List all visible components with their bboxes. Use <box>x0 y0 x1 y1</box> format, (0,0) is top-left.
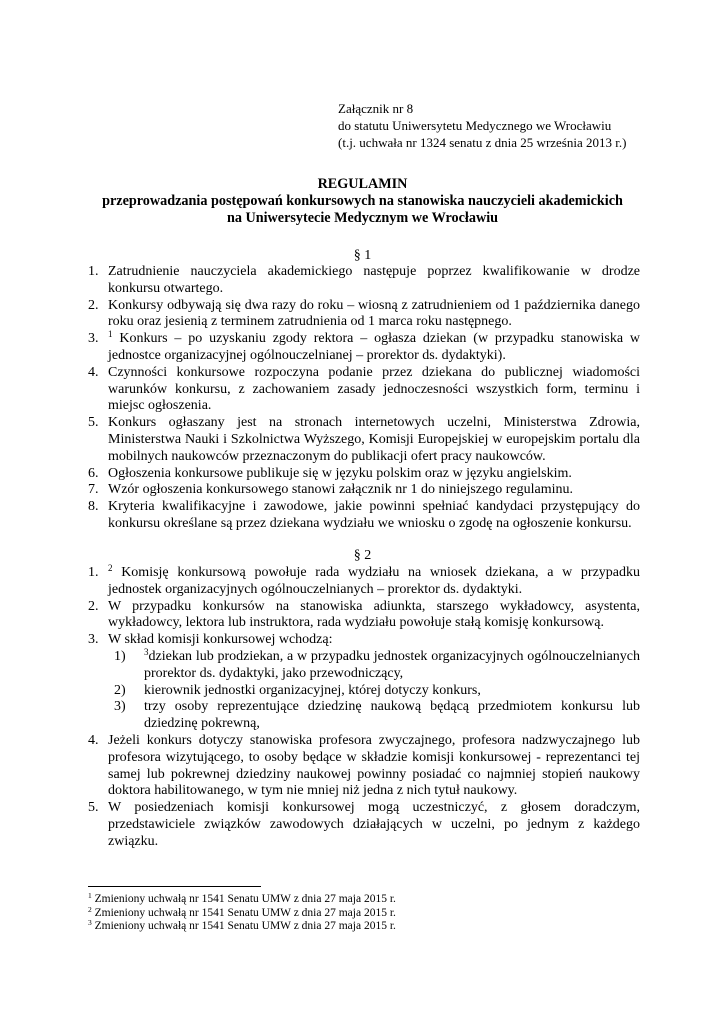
item-number: 1. <box>88 264 99 279</box>
footnote <box>88 893 396 907</box>
item-text: W posiedzeniach komisji konkursowej mogą uczestniczyć, z głosem doradczym, przedstawiciele związków zawodowych działających w uczelni, po jednym z każdego związku. <box>108 800 640 849</box>
footnote <box>88 904 396 921</box>
item-text: Czynności konkursowe rozpoczyna podanie przez dziekana do publicznej wiadomości warunków konkursu, z zachowaniem zasady jednoczesności wszystkich form, terminu i miejsc ogłoszenia. <box>108 364 640 414</box>
section-2-heading: § 2 <box>353 548 372 563</box>
list-item <box>88 800 640 850</box>
item-text: Kryteria kwalifikacyjne i zawodowe, jakie powinni spełniać kandydaci przystępujący do konkursu określane są przez dziekana wydziału we wniosku o zgodę na ogłoszenie konkursu. <box>108 499 640 531</box>
item-text: W przypadku konkursów na stanowiska adiunkta, starszego wykładowcy, asystenta, wykładowcy, lektora lub instruktora, rada wydziału powołuje stałą komisję konkursową. <box>108 598 640 631</box>
item-text: W skład komisji konkursowej wchodzą: <box>108 632 333 648</box>
item-number: 7. <box>88 482 99 498</box>
section-1-list <box>88 264 640 533</box>
sub-item-text: dziekan lub prodziekan, a w przypadku jednostek organizacyjnych ogólnouczelnianych prorektor ds. dydaktyki, jako przewodniczący, <box>144 648 640 681</box>
item-text: Zatrudnienie nauczyciela akademickiego następuje poprzez kwalifikowanie w drodze konkursu otwartego. <box>108 264 640 296</box>
item-text: Konkurs ogłaszany jest na stronach internetowych uczelni, Ministerstwa Zdrowia, Ministerstwa Nauki i Szkolnictwa Wyższego, Komisji Europejskiej w europejskim portalu dla mobilnych naukowców przeznaczonym do publikacji ofert pracy naukowców. <box>108 415 640 464</box>
footnote-mark: 2 <box>88 904 92 914</box>
list-item <box>88 733 640 800</box>
footnote-ref: 2 <box>108 563 113 573</box>
attachment-resolution: (t.j. uchwała nr 1324 senatu z dnia 25 września 2013 r.) <box>338 135 627 150</box>
footnote-text: Zmieniony uchwałą nr 1541 Senatu UMW z dnia 27 maja 2015 r. <box>91 906 396 919</box>
attachment-number: Załącznik nr 8 <box>338 101 414 116</box>
sub-list-item <box>88 699 640 733</box>
sub-item-text: kierownik jednostki organizacyjnej, której dotyczy konkurs, <box>144 682 481 698</box>
item-text: Konkurs – po uzyskaniu zgody rektora – ogłasza dziekan (w przypadku stanowiska w jednostce organizacyjnej ogólnouczelnianej – prorektor ds. dydaktyki). <box>108 331 640 363</box>
sub-item-number: 2) <box>114 682 126 698</box>
document-title: REGULAMIN <box>317 176 408 192</box>
item-text: Komisję konkursową powołuje rada wydziału na wniosek dziekana, a w przypadku jednostek organizacyjnych ogólnouczelnianych – prorektor ds. dydaktyki. <box>108 565 640 597</box>
item-number: 3. <box>88 331 99 347</box>
item-text: Ogłoszenia konkursowe publikuje się w języku polskim oraz w języku angielskim. <box>108 465 572 481</box>
item-number: 2. <box>88 297 99 313</box>
footnote-mark: 1 <box>88 891 92 900</box>
attachment-statute: do statutu Uniwersytetu Medycznego we Wrocławiu <box>338 118 612 133</box>
list-item <box>88 264 640 298</box>
item-number: 4. <box>88 732 99 748</box>
footnote-separator <box>88 886 261 887</box>
item-text: Konkursy odbywają się dwa razy do roku – wiosną z zatrudnieniem od 1 października danego roku oraz jesienią z terminem zatrudnienia od 1 marca roku następnego. <box>108 297 640 330</box>
footnote-ref: 1 <box>108 329 113 340</box>
footnote-ref: 3 <box>144 646 149 657</box>
list-item <box>88 331 640 365</box>
footnotes <box>88 893 396 934</box>
section-1-heading: § 1 <box>353 248 372 263</box>
item-number: 5. <box>88 415 99 431</box>
list-item <box>88 482 640 499</box>
item-number: 1. <box>88 565 99 580</box>
sub-item-text: trzy osoby reprezentujące dziedzinę naukową będącą przedmiotem konkursu lub dziedzinę pokrewną, <box>144 699 640 732</box>
list-item <box>88 632 640 649</box>
item-number: 4. <box>88 364 99 380</box>
list-item <box>88 565 640 599</box>
footnote <box>88 920 396 934</box>
footnote-text: Zmieniony uchwałą nr 1541 Senatu UMW z dnia 27 maja 2015 r. <box>91 893 396 905</box>
list-item <box>88 365 640 415</box>
sub-item-number: 3) <box>114 699 126 715</box>
list-item <box>88 599 640 633</box>
section-2-list <box>88 565 640 851</box>
sub-item-number: 1) <box>114 648 126 664</box>
list-item <box>88 415 640 465</box>
document-subtitle-line1: przeprowadzania postępowań konkursowych na stanowiska nauczycieli akademickich <box>102 193 623 209</box>
item-number: 2. <box>88 598 99 614</box>
list-item <box>88 466 640 483</box>
footnote-text: Zmieniony uchwałą nr 1541 Senatu UMW z dnia 27 maja 2015 r. <box>91 920 396 933</box>
list-item <box>88 499 640 533</box>
list-item <box>88 298 640 332</box>
item-number: 8. <box>88 499 99 515</box>
sub-list-item <box>88 683 640 700</box>
item-text: Wzór ogłoszenia konkursowego stanowi załącznik nr 1 do niniejszego regulaminu. <box>108 482 573 498</box>
attachment-header <box>338 100 626 151</box>
document-subtitle-line2: na Uniwersytecie Medycznym we Wrocławiu <box>226 210 499 226</box>
item-number: 5. <box>88 800 99 816</box>
item-number: 3. <box>88 632 99 648</box>
item-number: 6. <box>88 465 99 481</box>
footnote-mark: 3 <box>88 918 92 928</box>
sub-list-item <box>88 646 640 683</box>
item-text: Jeżeli konkurs dotyczy stanowiska profesora zwyczajnego, profesora nadzwyczajnego lub profesora wizytującego, to osoby będące w składzie komisji konkursowej - reprezentanci tej samej lub pokrewnej dziedziny naukowej powinny posiadać co najmniej stopień naukowy doktora habilitowanego, w tym nie mniej niż jedna z nich tytuł naukowy. <box>108 732 640 799</box>
